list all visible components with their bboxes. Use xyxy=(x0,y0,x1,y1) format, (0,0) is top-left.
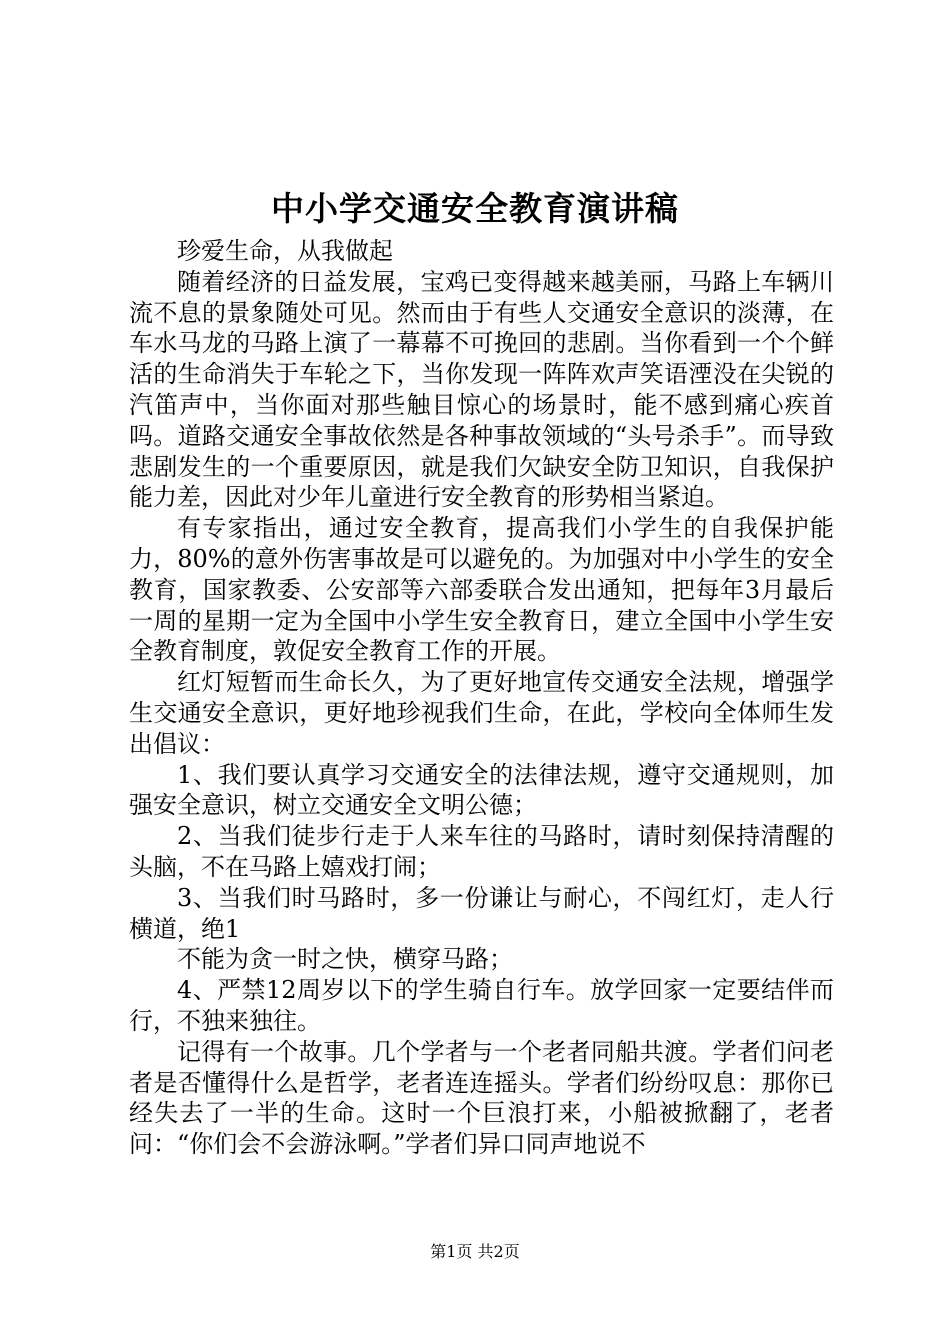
paragraph: 记得有一个故事。几个学者与一个老者同船共渡。学者们问老者是否懂得什么是哲学，老者连连摇头。学者们纷纷叹息：那你已经失去了一半的生命。这时一个巨浪打来，小船被掀翻了，老者问：“你们会不会游泳啊。”学者们异口同声地说不 xyxy=(129,1037,834,1159)
list-item: 2、当我们徒步行走于人来车往的马路时，请时刻保持清醒的头脑，不在马路上嬉戏打闹； xyxy=(129,822,834,881)
paragraph: 不能为贪一时之快，横穿马路； xyxy=(177,945,513,974)
list-item: 1、我们要认真学习交通安全的法律法规，遵守交通规则，加强安全意识，树立交通安全文明公德； xyxy=(129,760,834,820)
paragraph: 随着经济的日益发展，宝鸡已变得越来越美丽，马路上车辆川流不息的景象随处可见。然而由于有些人交通安全意识的淡薄，在车水马龙的马路上演了一幕幕不可挽回的悲剧。当你看到一个个鲜活的生命消失于车轮之下，当你发现一阵阵欢声笑语湮没在尖锐的汽笛声中，当你面对那些触目惊心的场景时，能不感到痛心疾首吗。道路交通安全事故依然是各种事故领域的“头号杀手”。而导致悲剧发生的一个重要原因，就是我们欠缺安全防卫知识，自我保护能力差，因此对少年儿童进行安全教育的形势相当紧迫。 xyxy=(129,267,834,512)
page-footer: 第1页 共2页 xyxy=(430,1242,520,1261)
paragraph-subtitle: 珍爱生命，从我做起 xyxy=(177,237,393,265)
document-title: 中小学交通安全教育演讲稿 xyxy=(271,189,679,228)
paragraph: 红灯短暂而生命长久，为了更好地宣传交通安全法规，增强学生交通安全意识，更好地珍视我们生命，在此，学校向全体师生发出倡议： xyxy=(129,668,834,758)
list-item: 3、当我们时马路时，多一份谦让与耐心，不闯红灯，走人行横道，绝1 xyxy=(129,883,834,943)
paragraph: 有专家指出，通过安全教育，提高我们小学生的自我保护能力，80%的意外伤害事故是可以避免的。为加强对中小学生的安全教育，国家教委、公安部等六部委联合发出通知，把每年3月最后一周的星期一定为全国中小学生安全教育日，建立全国中小学生安全教育制度，敦促安全教育工作的开展。 xyxy=(129,514,834,666)
list-item: 4、严禁12周岁以下的学生骑自行车。放学回家一定要结伴而行，不独来独往。 xyxy=(129,976,834,1035)
document-body xyxy=(129,236,834,1160)
